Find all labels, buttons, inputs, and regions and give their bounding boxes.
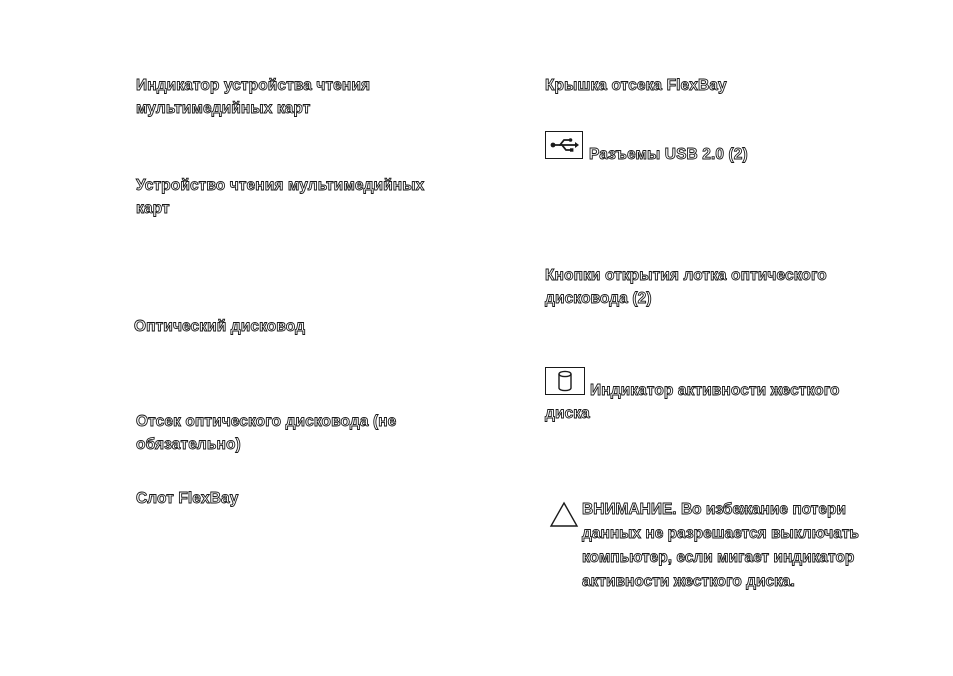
hdd-activity-light-label: Индикатор активности жесткого диска bbox=[545, 382, 840, 422]
eject-buttons-label: Кнопки открытия лотка оптического дисковода (2) bbox=[545, 267, 827, 307]
usb-connectors-label: Разъемы USB 2.0 (2) bbox=[589, 146, 748, 163]
card-reader-light-label: Индикатор устройства чтения мультимедийных карт bbox=[136, 77, 371, 117]
warning-text: Во избежание потери данных не разрешается выключать компьютер, если мигает индикатор активности жесткого диска. bbox=[582, 501, 859, 590]
usb-icon bbox=[545, 131, 583, 159]
flexbay-cover-label: Крышка отсека FlexBay bbox=[545, 77, 727, 94]
optical-drive-label: Оптический дисковод bbox=[134, 318, 306, 335]
flexbay-slot-label: Слот FlexBay bbox=[136, 490, 239, 507]
warning-block bbox=[582, 498, 892, 594]
card-reader-label: Устройство чтения мультимедийных карт bbox=[136, 177, 425, 217]
warning-triangle-icon bbox=[549, 501, 579, 528]
optical-drive-bay-label: Отсек оптического дисковода (не обязательно) bbox=[136, 413, 397, 453]
warning-heading: ВНИМАНИЕ. bbox=[582, 501, 677, 518]
